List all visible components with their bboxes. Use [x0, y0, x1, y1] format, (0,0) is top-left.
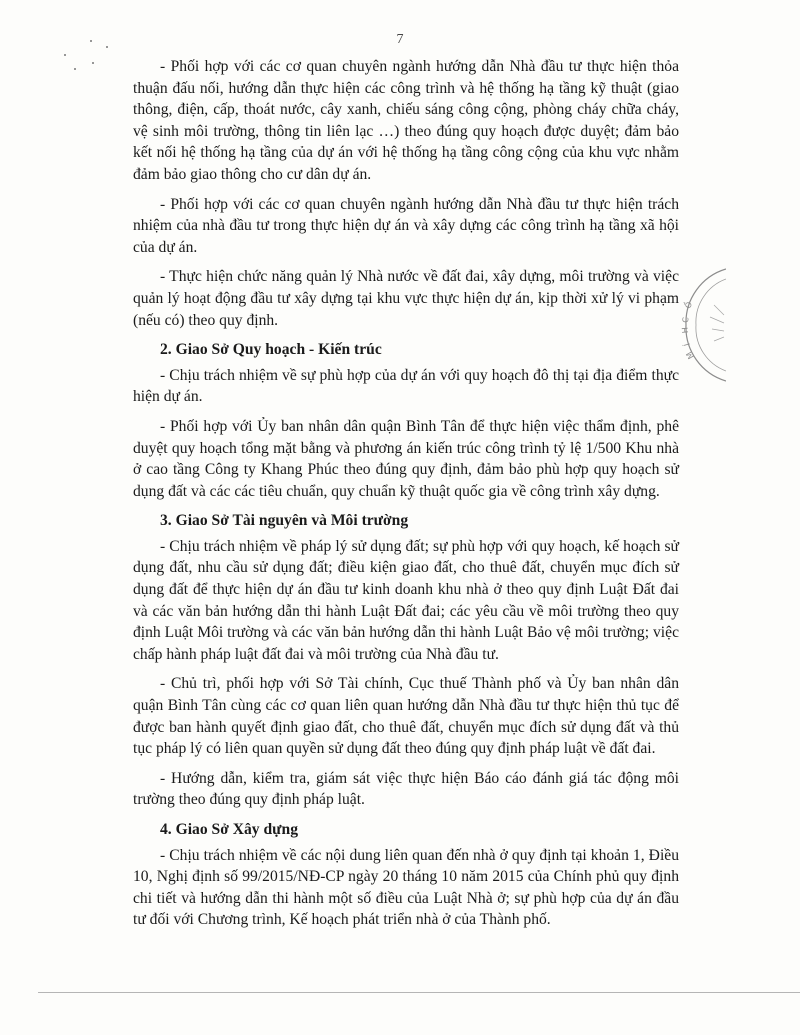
red-seal-stamp-fragment — [680, 265, 726, 385]
paragraph-land-legality: - Chịu trách nhiệm về pháp lý sử dụng đất; sự phù hợp với quy hoạch, kế hoạch sử dụng đất, nhu cầu sử dụng đất; điều kiện giao đất, cho thuê đất, chuyển mục đích sử dụng đất để thực hiện dự án đầu tư kinh doanh khu nhà ở theo quy định Luật Đất đai và các văn bản hướng dẫn thi hành Luật Đất đai; các yêu cầu về môi trường theo quy định Luật Môi trường và các văn bản hướng dẫn thi hành Luật Bảo vệ môi trường; việc chấp hành pháp luật đất đai và môi trường của Nhà đầu tư. — [133, 537, 679, 663]
svg-text:H: H — [680, 326, 690, 334]
paragraph-infrastructure-coordination: - Phối hợp với các cơ quan chuyên ngành hướng dẫn Nhà đầu tư thực hiện thỏa thuận đấu nối, hướng dẫn thực hiện các công trình và hệ thống hạ tầng kỹ thuật (giao thông, điện, cấp, thoát nước, cây xanh, chiếu sáng công cộng, phòng cháy chữa cháy, vệ sinh môi trường, thông tin liên lạc …) theo đúng quy hoạch được duyệt; đảm bảo kết nối hệ thống hạ tầng của dự án với hệ thống hạ tầng công cộng của khu vực nhằm đảm bảo giao thông cho cư dân dự án. — [133, 58, 679, 183]
svg-text:Ồ: Ồ — [683, 300, 695, 310]
scan-specks — [62, 40, 122, 80]
svg-text:C: C — [681, 316, 691, 324]
svg-text:Í: Í — [682, 342, 692, 347]
section-heading-natural-resources: 3. Giao Sở Tài nguyên và Môi trường — [160, 512, 409, 530]
svg-text:M: M — [684, 350, 696, 361]
document-body — [133, 56, 679, 939]
paragraph-housing-responsibility: - Chịu trách nhiệm về các nội dung liên quan đến nhà ở quy định tại khoản 1, Điều 10, Nghị định số 99/2015/NĐ-CP ngày 20 tháng 10 năm 2015 của Chính phủ quy định chi tiết và hướng dẫn thi hành một số điều của Luật Nhà ở; sự phù hợp của dự án đầu tư đối với Chương trình, Kế hoạch phát triển nhà ở của Thành phố. — [133, 846, 679, 929]
bottom-divider — [38, 992, 800, 993]
paragraph-planning-conformity: - Chịu trách nhiệm về sự phù hợp của dự án với quy hoạch đô thị tại địa điểm thực hiện dự án. — [133, 366, 679, 406]
page-number: 7 — [396, 32, 404, 47]
paragraph-land-allocation: - Chủ trì, phối hợp với Sở Tài chính, Cục thuế Thành phố và Ủy ban nhân dân quận Bình Tân cùng các cơ quan liên quan hướng dẫn Nhà đầu tư thực hiện thủ tục để được ban hành quyết định giao đất, cho thuê đất, chuyển mục đích sử dụng đất và thủ tục pháp lý có liên quan quyền sử dụng đất theo đúng quy định pháp luật về đất đai. — [133, 675, 679, 758]
paragraph-investor-responsibility: - Phối hợp với các cơ quan chuyên ngành hướng dẫn Nhà đầu tư thực hiện trách nhiệm của nhà đầu tư trong thực hiện dự án và xây dựng các công trình hạ tầng xã hội của dự án. — [133, 195, 679, 256]
paragraph-state-management: - Thực hiện chức năng quản lý Nhà nước về đất đai, xây dựng, môi trường và việc quản lý hoạt động đầu tư xây dựng tại khu vực thực hiện dự án, kịp thời xử lý vi phạm (nếu có) theo quy định. — [133, 268, 679, 329]
paragraph-environment-supervision: - Hướng dẫn, kiểm tra, giám sát việc thực hiện Báo cáo đánh giá tác động môi trường theo đúng quy định pháp luật. — [133, 769, 679, 809]
paragraph-planning-appraisal: - Phối hợp với Ủy ban nhân dân quận Bình Tân để thực hiện việc thẩm định, phê duyệt quy hoạch tổng mặt bằng và phương án kiến trúc công trình tỷ lệ 1/500 Khu nhà ở cao tầng Công ty Khang Phúc theo đúng quy định, đảm bảo phù hợp quy hoạch sử dụng đất và các các tiêu chuẩn, quy chuẩn kỹ thuật quốc gia về công trình xây dựng. — [133, 417, 679, 500]
section-heading-construction: 4. Giao Sở Xây dựng — [160, 821, 299, 838]
section-heading-planning-architecture: 2. Giao Sở Quy hoạch - Kiến trúc — [160, 341, 382, 359]
